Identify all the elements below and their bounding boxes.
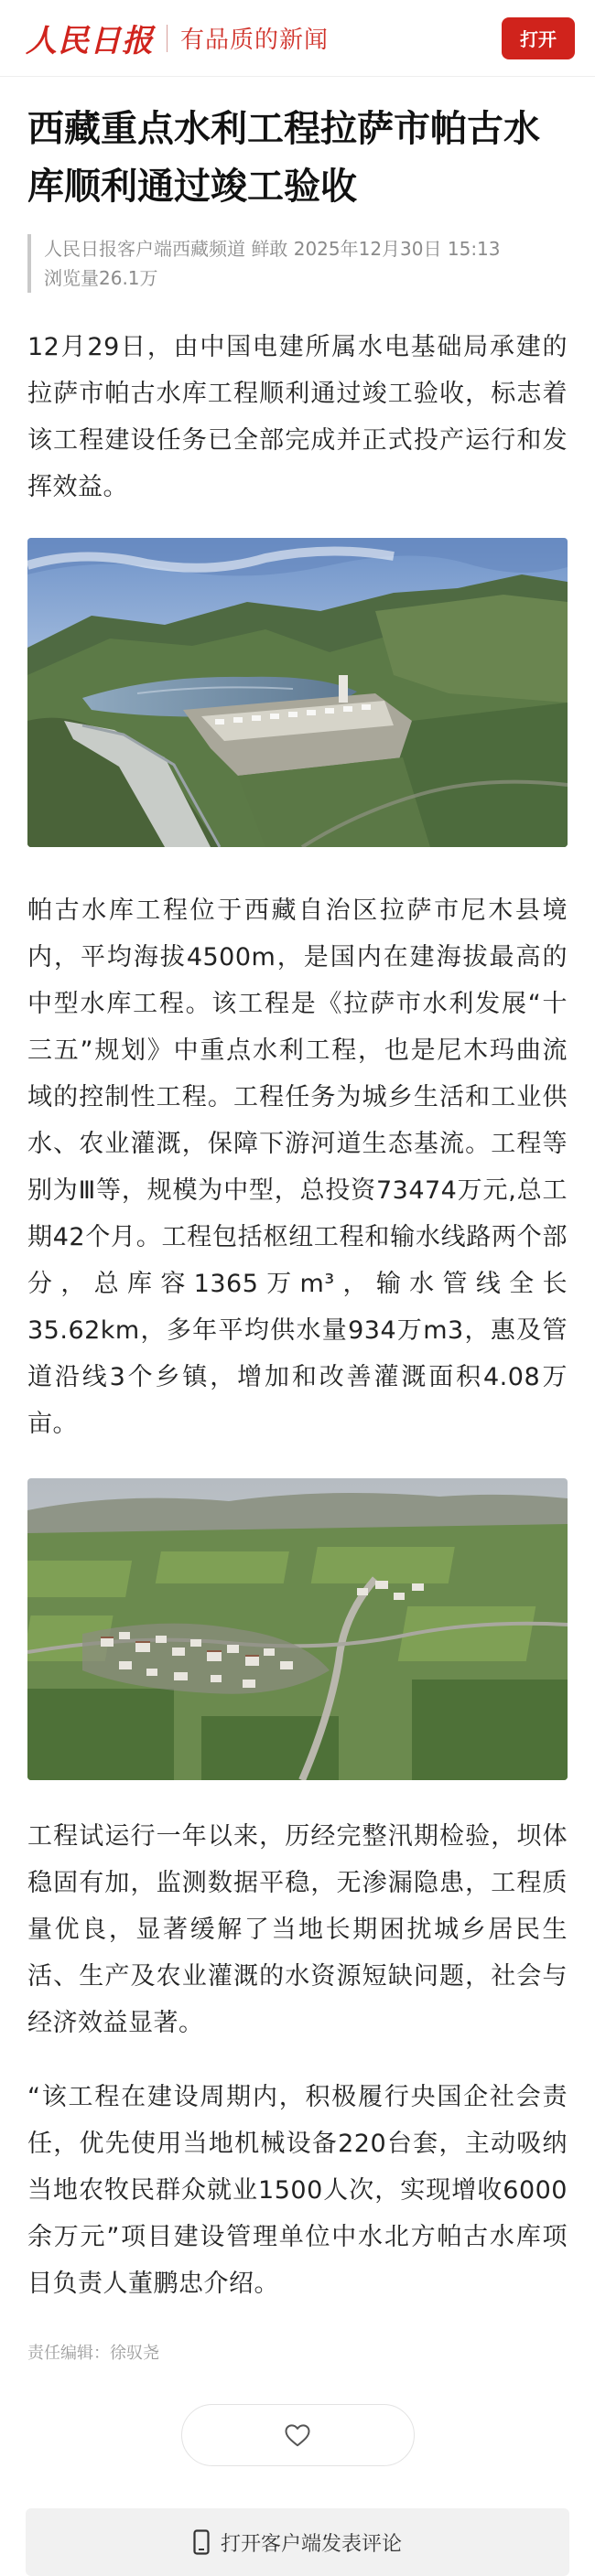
like-section [0, 2404, 595, 2466]
meta-source: 人民日报客户端西藏频道 鲜敢 2025年12月30日 15:13 [44, 238, 501, 260]
comment-label: 打开客户端发表评论 [220, 2532, 402, 2556]
responsible-editor: 责任编辑：徐驭尧 [27, 2344, 159, 2363]
paragraph-1: 12月29日，由中国电建所属水电基础局承建的拉萨市帕古水库工程顺利通过竣工验收，标志着该工程建设任务已全部完成并正式投产运行和发挥效益。 [27, 333, 568, 501]
paragraph-4: “该工程在建设周期内，积极履行央国企社会责任，优先使用当地机械设备220台套，主动吸纳当地农牧民群众就业1500人次，实现增收6000余万元”项目建设管理单位中水北方帕古水库项目负责人董鹏忠介绍。 [27, 2083, 568, 2298]
top-bar [0, 0, 595, 77]
reservoir-photo[interactable] [27, 538, 568, 847]
brand-divider [167, 25, 168, 52]
brand [26, 16, 329, 60]
article-meta [27, 234, 568, 293]
open-app-button[interactable]: 打开 [502, 17, 575, 59]
slogan: 有品质的新闻 [180, 27, 330, 54]
open-app-comment-button[interactable] [26, 2508, 569, 2576]
like-button[interactable] [181, 2404, 415, 2466]
village-aerial-photo[interactable] [27, 1478, 568, 1780]
people-daily-logo: 人民日报 [26, 23, 154, 59]
meta-views: 浏览量26.1万 [44, 267, 158, 289]
heart-icon [284, 2422, 311, 2448]
phone-icon [193, 2529, 210, 2555]
article-title: 西藏重点水利工程拉萨市帕古水库顺利通过竣工验收 [27, 108, 540, 208]
paragraph-3: 工程试运行一年以来，历经完整汛期检验，坝体稳固有加，监测数据平稳，无渗漏隐患，工程质量优良，显著缓解了当地长期困扰城乡居民生活、生产及农业灌溉的水资源短缺问题，社会与经济效益显著。 [27, 1822, 568, 2037]
article [0, 101, 595, 2364]
paragraph-2: 帕古水库工程位于西藏自治区拉萨市尼木县境内，平均海拔4500m，是国内在建海拔最高的中型水库工程。该工程是《拉萨市水利发展“十三五”规划》中重点水利工程，也是尼木玛曲流域的控制性工程。工程任务为城乡生活和工业供水、农业灌溉，保障下游河道生态基流。工程等别为Ⅲ等，规模为中型，总投资73474万元,总工期42个月。工程包括枢纽工程和输水线路两个部分，总库容1365万m³，输水管线全长35.62km，多年平均供水量934万m3，惠及管道沿线3个乡镇，增加和改善灌溉面积4.08万亩。 [27, 896, 568, 1438]
